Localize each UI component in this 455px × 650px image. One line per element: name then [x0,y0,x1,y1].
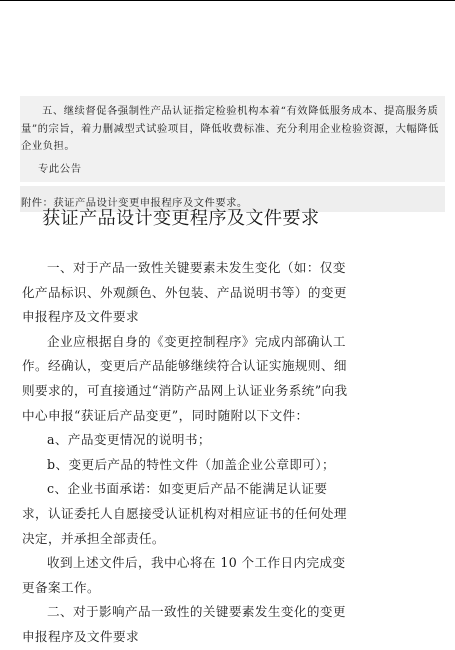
attachment-line: 附件：获证产品设计变更申报程序及文件要求。 [21,197,248,209]
list-item-c: c、企业书面承诺：如变更后产品不能满足认证要求，认证委托人自愿接受认证机构对相应证书的任何处理决定，并承担全部责任。 [22,481,347,546]
section-2-heading: 二、对于影响产品一致性的关键要素发生变化的变更申报程序及文件要求 [22,604,346,644]
document-body [22,256,352,650]
list-item-b: b、变更后产品的特性文件（加盖企业公章即可）； [47,456,336,472]
closing-remark: 专此公告 [38,163,82,175]
section-1-paragraph: 企业应根据自身的《变更控制程序》完成内部确认工作。经确认，变更后产品能够继续符合认证实施规则、细则要求的，可直接通过“消防产品网上认证业务系统”向我中心申报“获证后产品变更”，同时随附以下文件： [22,333,348,423]
notice-paragraph: 五、继续督促各强制性产品认证指定检验机构本着“有效降低服务成本、提高服务质量”的宗旨，着力删减型式试验项目，降低收费标准、充分利用企业检验资源，大幅降低企业负担。 [21,105,439,152]
completion-paragraph: 收到上述文件后，我中心将在 10 个工作日内完成变更备案工作。 [22,555,346,595]
top-border-line [0,0,455,1]
list-item-a: a、产品变更情况的说明书； [47,432,211,448]
section-1-heading: 一、对于产品一致性关键要素未发生变化（如：仅变化产品标识、外观颜色、外包装、产品说明书等）的变更申报程序及文件要求 [22,260,347,325]
document-title: 获证产品设计变更程序及文件要求 [42,208,320,229]
